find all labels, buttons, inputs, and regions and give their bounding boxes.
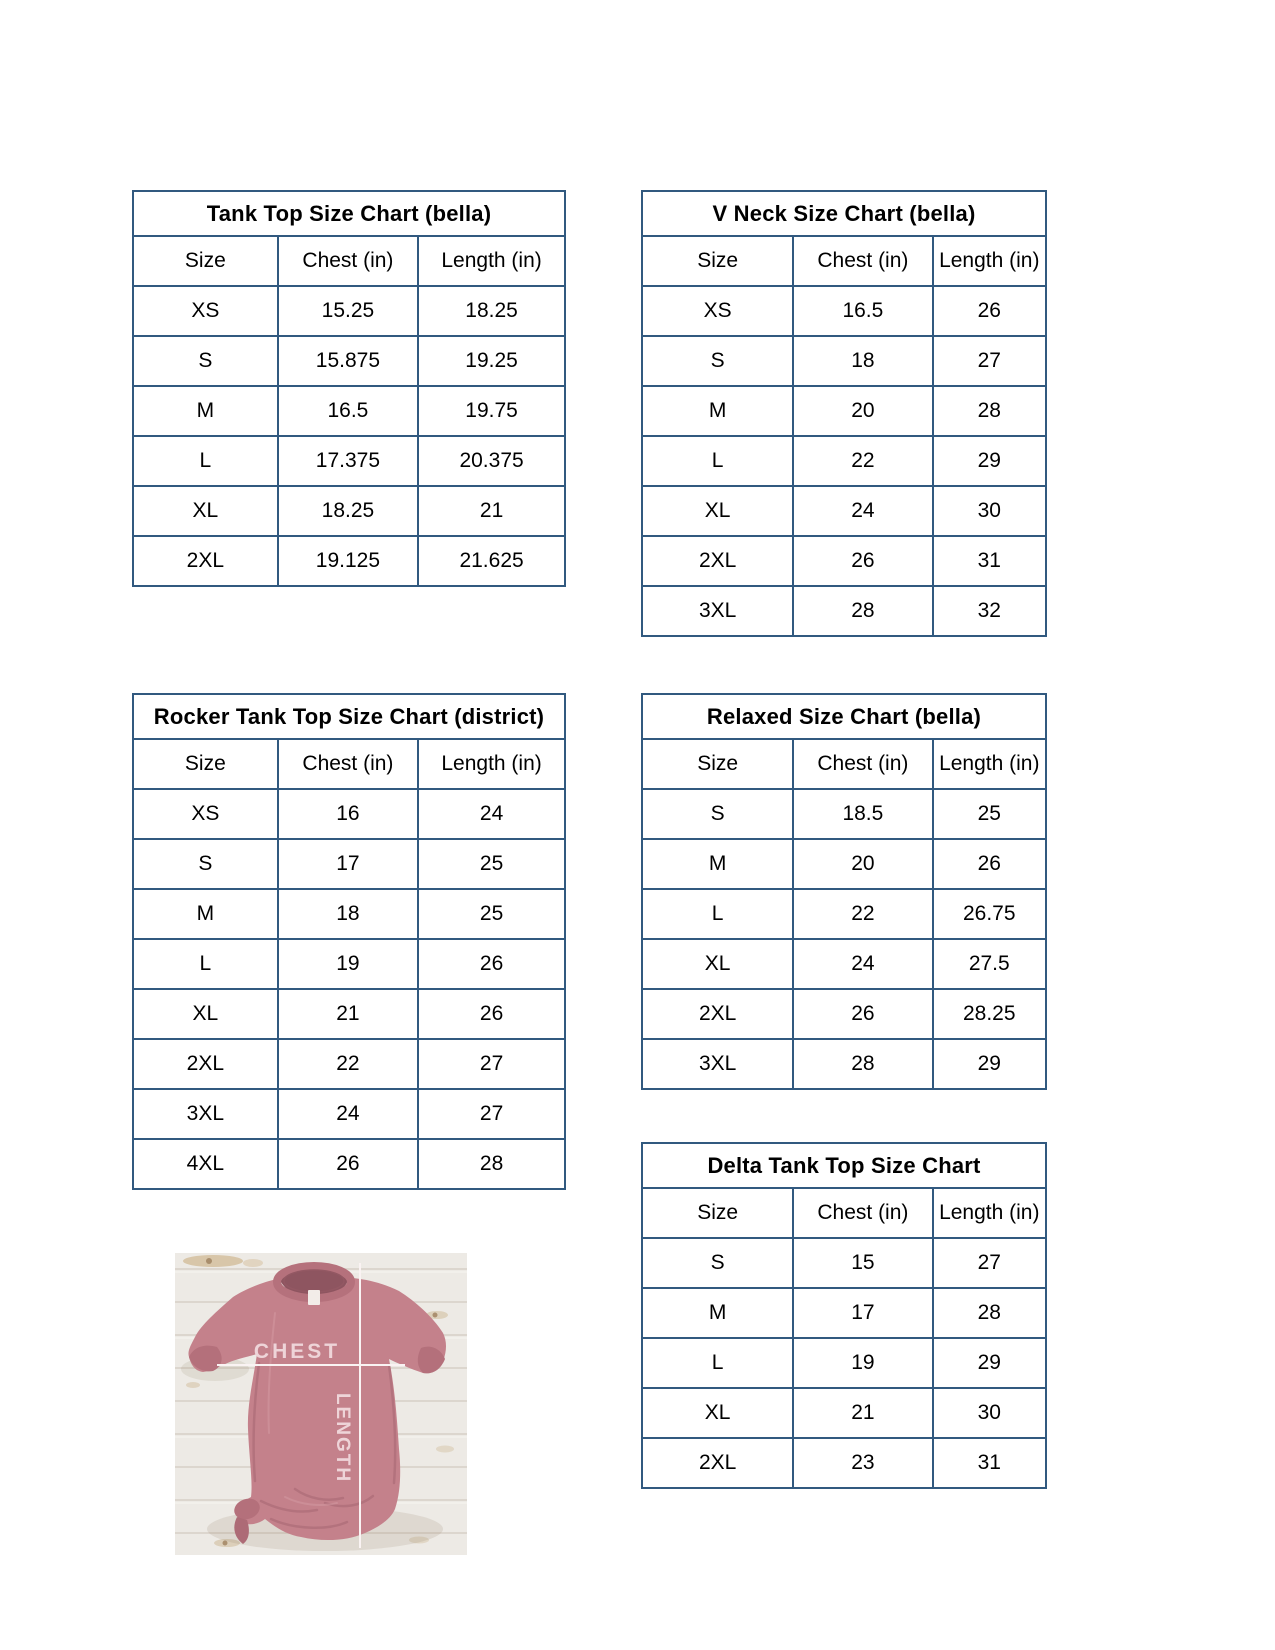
table-title: Relaxed Size Chart (bella) (643, 695, 1045, 740)
size-table-grid (643, 237, 1045, 635)
table-cell: XS (643, 286, 793, 336)
table-cell: 17 (793, 1288, 932, 1338)
table-cell: XL (643, 1388, 793, 1438)
table-row (643, 1388, 1045, 1438)
table-cell: 19.75 (418, 386, 564, 436)
table-row (643, 486, 1045, 536)
table-row (643, 436, 1045, 486)
table-title: Delta Tank Top Size Chart (643, 1144, 1045, 1189)
table-cell: 28 (793, 586, 932, 635)
table-cell: XL (134, 486, 278, 536)
table-row (643, 939, 1045, 989)
table-cell: 24 (793, 939, 932, 989)
table-cell: 15.875 (278, 336, 418, 386)
table-cell: S (134, 336, 278, 386)
table-cell: 2XL (643, 989, 793, 1039)
table-row (134, 286, 564, 336)
table-title: Rocker Tank Top Size Chart (district) (134, 695, 564, 740)
table-cell: S (643, 1238, 793, 1288)
size-table-grid (134, 237, 564, 585)
table-cell: 22 (793, 889, 932, 939)
size-table-grid (643, 740, 1045, 1088)
column-header: Size (643, 1189, 793, 1238)
tshirt-measurement-photo (175, 1253, 467, 1555)
table-cell: 24 (278, 1089, 418, 1139)
column-header: Chest (in) (793, 1189, 932, 1238)
table-row (134, 436, 564, 486)
table-header (134, 237, 564, 286)
table-row (134, 1139, 564, 1188)
table-cell: 16 (278, 789, 418, 839)
table-cell: 16.5 (793, 286, 932, 336)
table-cell: M (643, 1288, 793, 1338)
table-row (643, 839, 1045, 889)
table-cell: XS (134, 789, 278, 839)
table-cell: 18.5 (793, 789, 932, 839)
table-cell: 20 (793, 386, 932, 436)
table-row (643, 536, 1045, 586)
table-cell: 2XL (134, 1039, 278, 1089)
table-cell: 29 (933, 436, 1045, 486)
table-body (643, 286, 1045, 635)
table-cell: 15 (793, 1238, 932, 1288)
column-header: Length (in) (418, 740, 564, 789)
v-neck-size-chart-table (641, 190, 1047, 637)
table-cell: 27 (933, 336, 1045, 386)
table-title: V Neck Size Chart (bella) (643, 192, 1045, 237)
table-cell: 27 (418, 1039, 564, 1089)
column-header: Size (134, 740, 278, 789)
table-row (134, 989, 564, 1039)
table-row (643, 386, 1045, 436)
column-header: Chest (in) (793, 740, 932, 789)
table-row (134, 789, 564, 839)
table-cell: 25 (418, 889, 564, 939)
header-row (643, 237, 1045, 286)
table-cell: 26 (418, 989, 564, 1039)
table-cell: 18 (793, 336, 932, 386)
table-row (643, 1338, 1045, 1388)
table-cell: 24 (793, 486, 932, 536)
table-row (643, 586, 1045, 635)
table-cell: 18.25 (278, 486, 418, 536)
table-cell: 19 (278, 939, 418, 989)
table-cell: L (134, 436, 278, 486)
table-cell: S (643, 336, 793, 386)
table-row (643, 286, 1045, 336)
table-cell: L (134, 939, 278, 989)
header-row (134, 740, 564, 789)
table-cell: 26 (418, 939, 564, 989)
table-row (643, 789, 1045, 839)
table-cell: 19.25 (418, 336, 564, 386)
column-header: Chest (in) (793, 237, 932, 286)
table-body (134, 789, 564, 1188)
header-row (134, 237, 564, 286)
table-cell: 26 (793, 989, 932, 1039)
table-cell: 21 (793, 1388, 932, 1438)
table-body (643, 1238, 1045, 1487)
table-cell: M (643, 839, 793, 889)
table-row (134, 1039, 564, 1089)
table-row (643, 889, 1045, 939)
column-header: Length (in) (933, 740, 1045, 789)
column-header: Chest (in) (278, 237, 418, 286)
column-header: Length (in) (418, 237, 564, 286)
header-row (643, 1189, 1045, 1238)
column-header: Size (134, 237, 278, 286)
table-cell: 18 (278, 889, 418, 939)
table-cell: 26 (793, 536, 932, 586)
table-cell: 26 (933, 286, 1045, 336)
table-cell: 30 (933, 486, 1045, 536)
size-table-grid (643, 1189, 1045, 1487)
relaxed-size-chart-table (641, 693, 1047, 1090)
table-cell: L (643, 436, 793, 486)
table-cell: XL (134, 989, 278, 1039)
table-cell: 18.25 (418, 286, 564, 336)
table-row (643, 1438, 1045, 1487)
table-cell: 31 (933, 536, 1045, 586)
column-header: Length (in) (933, 237, 1045, 286)
table-title: Tank Top Size Chart (bella) (134, 192, 564, 237)
table-cell: XL (643, 939, 793, 989)
table-cell: M (134, 386, 278, 436)
column-header: Length (in) (933, 1189, 1045, 1238)
table-header (134, 740, 564, 789)
column-header: Size (643, 740, 793, 789)
table-row (134, 889, 564, 939)
table-header (643, 237, 1045, 286)
table-cell: 17.375 (278, 436, 418, 486)
table-row (134, 536, 564, 585)
table-cell: 15.25 (278, 286, 418, 336)
table-cell: 21.625 (418, 536, 564, 585)
chest-label: CHEST (253, 1340, 341, 1363)
table-cell: S (643, 789, 793, 839)
table-cell: M (134, 889, 278, 939)
table-cell: 28 (793, 1039, 932, 1088)
table-cell: L (643, 889, 793, 939)
table-row (134, 839, 564, 889)
table-cell: 19.125 (278, 536, 418, 585)
table-cell: 17 (278, 839, 418, 889)
table-header (643, 740, 1045, 789)
table-body (134, 286, 564, 585)
table-cell: 28 (418, 1139, 564, 1188)
size-table-grid (134, 740, 564, 1188)
table-cell: 25 (933, 789, 1045, 839)
table-cell: 31 (933, 1438, 1045, 1487)
table-cell: 2XL (643, 536, 793, 586)
table-cell: 27.5 (933, 939, 1045, 989)
table-cell: S (134, 839, 278, 889)
table-cell: 27 (418, 1089, 564, 1139)
table-cell: 28 (933, 1288, 1045, 1338)
table-header (643, 1189, 1045, 1238)
table-cell: 24 (418, 789, 564, 839)
length-label: LENGTH (332, 1392, 353, 1484)
column-header: Size (643, 237, 793, 286)
table-cell: 27 (933, 1238, 1045, 1288)
table-cell: 2XL (134, 536, 278, 585)
table-cell: 20 (793, 839, 932, 889)
table-cell: 4XL (134, 1139, 278, 1188)
table-cell: 26 (933, 839, 1045, 889)
table-cell: 29 (933, 1338, 1045, 1388)
table-cell: 30 (933, 1388, 1045, 1438)
table-row (643, 1238, 1045, 1288)
table-cell: 3XL (134, 1089, 278, 1139)
table-cell: 19 (793, 1338, 932, 1388)
table-cell: 32 (933, 586, 1045, 635)
table-cell: 3XL (643, 586, 793, 635)
table-row (134, 939, 564, 989)
rocker-tank-top-size-chart-table (132, 693, 566, 1190)
table-cell: 22 (793, 436, 932, 486)
table-row (643, 1039, 1045, 1088)
table-row (134, 486, 564, 536)
table-row (643, 1288, 1045, 1338)
table-cell: 25 (418, 839, 564, 889)
table-cell: 28.25 (933, 989, 1045, 1039)
column-header: Chest (in) (278, 740, 418, 789)
table-cell: 3XL (643, 1039, 793, 1088)
table-cell: 26 (278, 1139, 418, 1188)
table-cell: 16.5 (278, 386, 418, 436)
table-cell: 21 (418, 486, 564, 536)
collar-tag (308, 1290, 320, 1305)
tank-top-size-chart-table (132, 190, 566, 587)
table-body (643, 789, 1045, 1088)
table-cell: 20.375 (418, 436, 564, 486)
table-row (134, 336, 564, 386)
table-cell: XL (643, 486, 793, 536)
table-cell: 23 (793, 1438, 932, 1487)
table-row (134, 386, 564, 436)
table-cell: 29 (933, 1039, 1045, 1088)
header-row (643, 740, 1045, 789)
table-cell: 21 (278, 989, 418, 1039)
table-cell: M (643, 386, 793, 436)
tshirt-measurement-illustration (175, 1253, 467, 1555)
table-cell: 22 (278, 1039, 418, 1089)
table-cell: 28 (933, 386, 1045, 436)
table-cell: 2XL (643, 1438, 793, 1487)
table-cell: L (643, 1338, 793, 1388)
table-row (134, 1089, 564, 1139)
table-cell: XS (134, 286, 278, 336)
table-row (643, 336, 1045, 386)
delta-tank-top-size-chart-table (641, 1142, 1047, 1489)
table-row (643, 989, 1045, 1039)
table-cell: 26.75 (933, 889, 1045, 939)
